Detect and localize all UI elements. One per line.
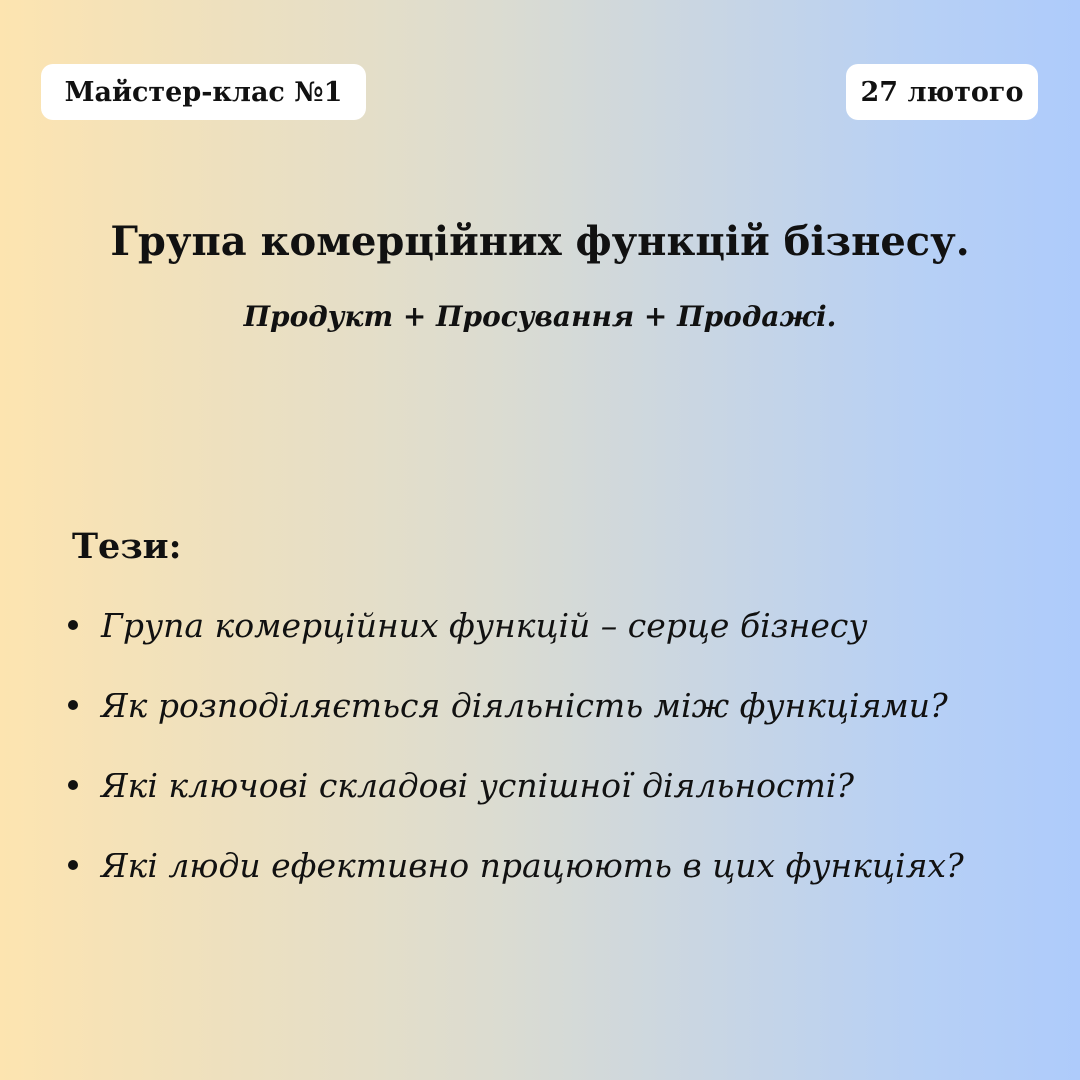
theses-list xyxy=(68,585,1048,905)
page-subtitle: Продукт + Просування + Продажі. xyxy=(243,300,837,333)
list-item-text: Які ключові складові успішної діяльності? xyxy=(101,765,854,805)
bullet-icon xyxy=(68,780,78,790)
list-item-text: Як розподіляється діяльність між функціями? xyxy=(101,685,948,725)
list-item xyxy=(68,825,1048,905)
event-badge xyxy=(41,64,366,120)
bullet-icon xyxy=(68,700,78,710)
list-item xyxy=(68,585,1048,665)
event-badge-label: Майстер-клас №1 xyxy=(64,76,343,108)
theses-heading: Тези: xyxy=(72,526,182,567)
date-badge xyxy=(846,64,1038,120)
page-title: Група комерційних функцій бізнесу. xyxy=(110,218,970,265)
bullet-icon xyxy=(68,620,78,630)
bullet-icon xyxy=(68,860,78,870)
list-item xyxy=(68,745,1048,825)
date-badge-label: 27 лютого xyxy=(860,76,1024,108)
list-item-text: Група комерційних функцій – серце бізнесу xyxy=(101,605,868,645)
list-item xyxy=(68,665,1048,745)
list-item-text: Які люди ефективно працюють в цих функціях? xyxy=(101,845,964,885)
